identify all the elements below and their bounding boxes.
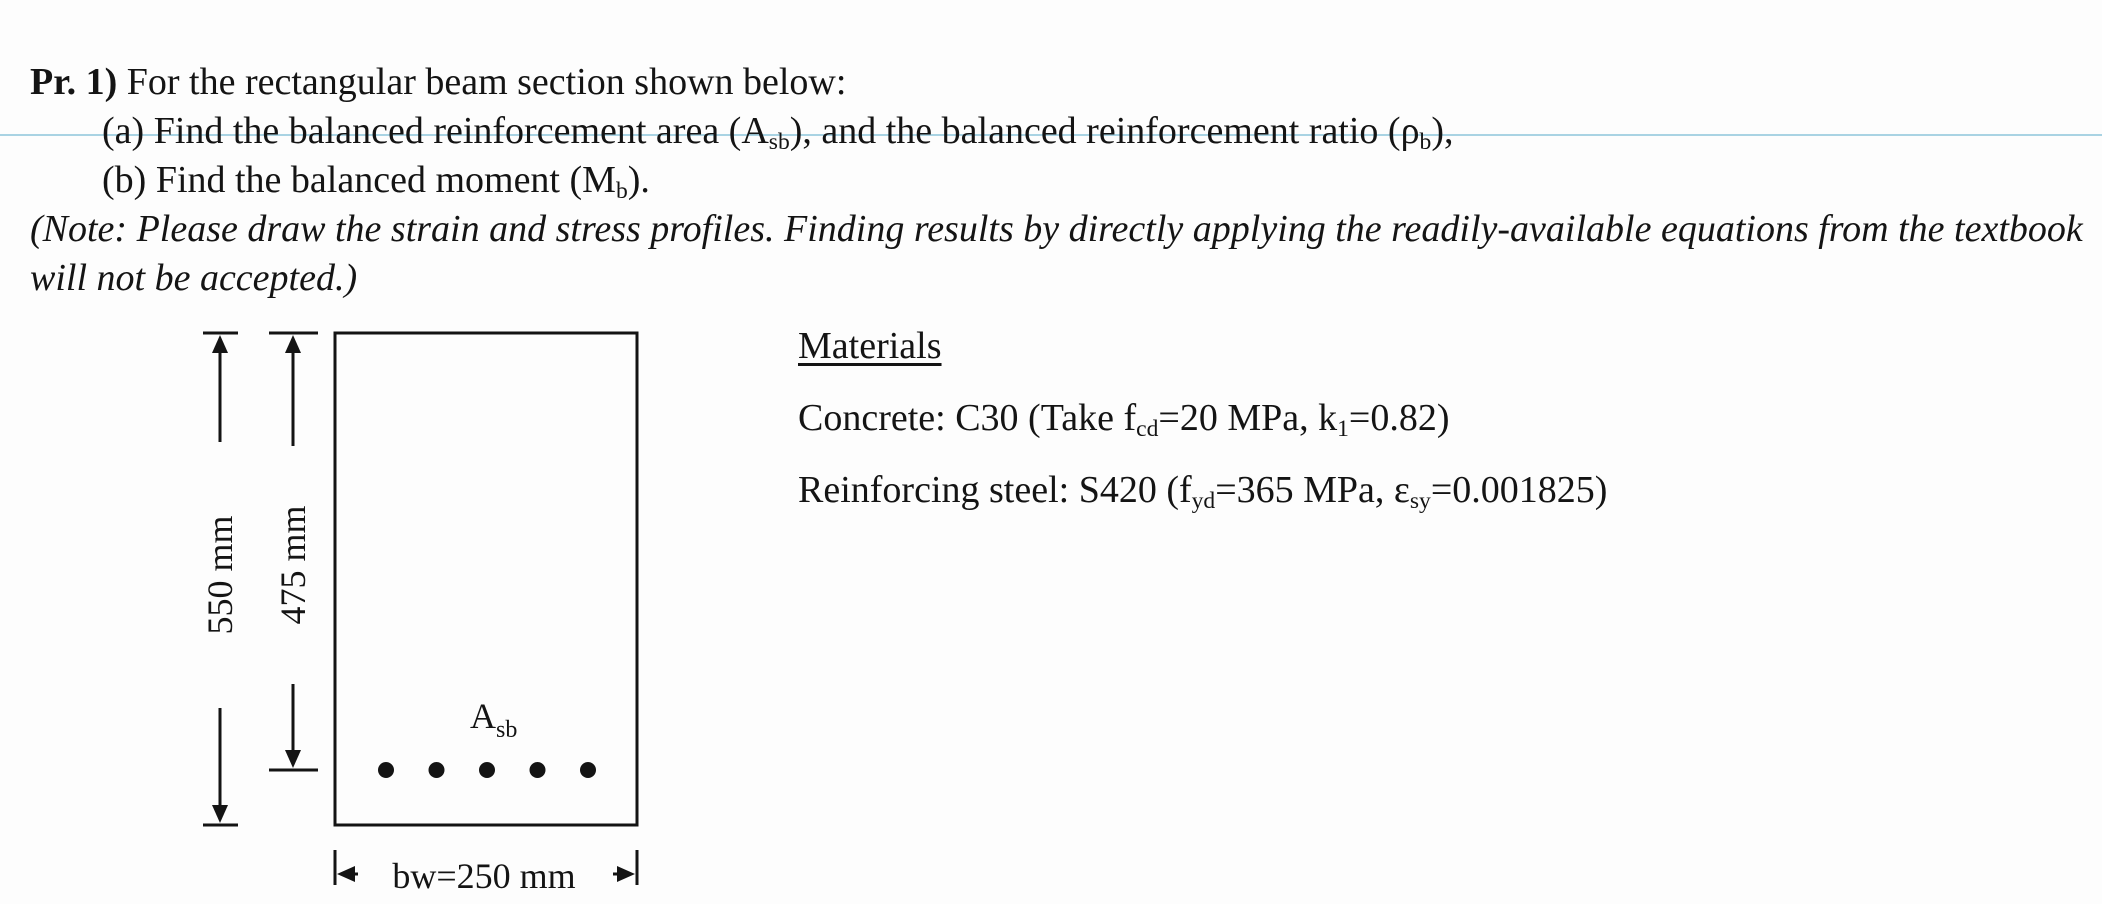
concrete-spec: Concrete: C30 (Take $f_{cd}=20$ MPa, $k_1=0.82$) [798, 397, 1450, 442]
rebar-dot [479, 762, 495, 778]
part-a-text: Find the balanced reinforcement area $(A_{sb})$, and the balanced reinforcement ratio $(\rho_b)$, [153, 110, 1454, 155]
problem-note: (Note: Please draw the strain and stress profiles. Finding results by directly applying the readily-available equations from the textbook will not be accepted.) [30, 208, 2083, 299]
effective-depth-label: 475 mm [273, 505, 313, 625]
steel-spec: Reinforcing steel: S420 ($f_{yd}=365$ MPa, $\varepsilon_{sy}=0.001825$) [798, 469, 1608, 514]
materials-block [798, 322, 1607, 514]
arrowhead-icon [285, 335, 301, 353]
arrowhead-icon [337, 866, 355, 882]
arrowhead-icon [285, 750, 301, 768]
materials-heading: Materials [798, 325, 942, 367]
problem-intro: For the rectangular beam section shown below: [126, 61, 847, 103]
arrowhead-icon [617, 866, 635, 882]
beam-section-outline [335, 333, 637, 825]
problem-number: Pr. 1) [30, 61, 118, 103]
rebar-dot [429, 762, 445, 778]
part-a-label: (a) [102, 110, 145, 152]
overall-height-label: 550 mm [200, 515, 240, 635]
steel-area-label: $A_{sb}$ [470, 696, 518, 743]
arrowhead-icon [212, 335, 228, 353]
part-b-text: Find the balanced moment $(M_b)$. [155, 159, 650, 204]
reinforcing-bars [378, 762, 596, 778]
rebar-dot [530, 762, 546, 778]
rebar-dot [378, 762, 394, 778]
rebar-dot [580, 762, 596, 778]
part-b-label: (b) [102, 159, 147, 201]
arrowhead-icon [212, 805, 228, 823]
width-label: bw=250 mm [392, 856, 576, 896]
